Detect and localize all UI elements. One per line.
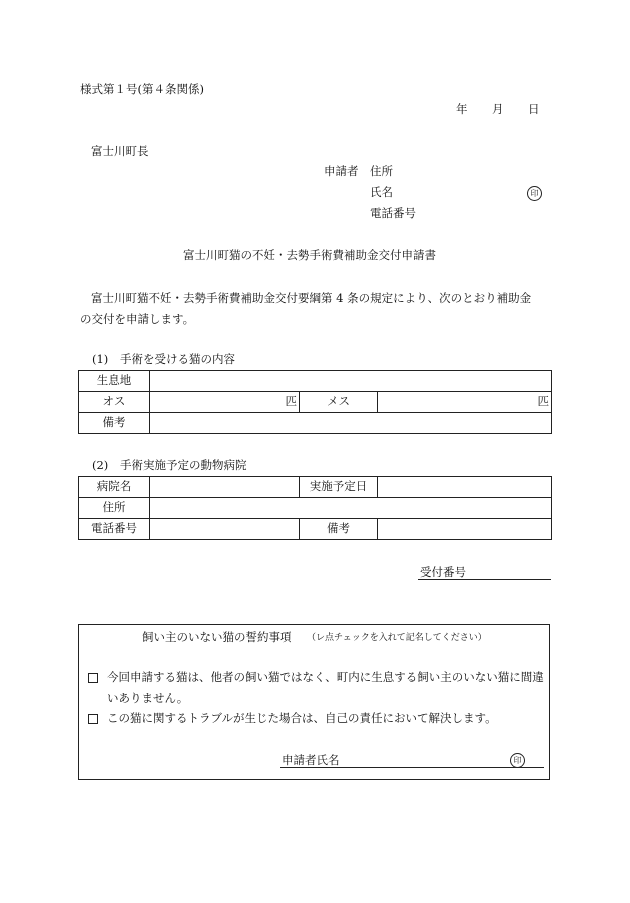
scheduled-date-label: 実施予定日 bbox=[300, 477, 378, 498]
form-number: 様式第１号(第４条関係) bbox=[80, 82, 204, 96]
pledge-title: 飼い主のいない猫の誓約事項 bbox=[142, 630, 292, 644]
table-row bbox=[79, 477, 552, 498]
hospital-table bbox=[78, 476, 552, 540]
remarks-label: 備考 bbox=[79, 413, 150, 434]
applicant-name-label: 氏名 bbox=[370, 185, 393, 199]
table-row bbox=[79, 519, 552, 540]
date-day: 日 bbox=[528, 102, 540, 116]
receipt-number-field[interactable] bbox=[418, 579, 551, 580]
male-label: オス bbox=[79, 392, 150, 413]
pledge-item1-line1: 今回申請する猫は、他者の飼い猫ではなく、町内に生息する飼い主のいない猫に間違 bbox=[107, 670, 544, 684]
table-row bbox=[79, 498, 552, 519]
pledge-signature-label: 申請者氏名 bbox=[282, 753, 340, 767]
applicant-seal: 印 bbox=[527, 186, 542, 201]
applicant-phone-label: 電話番号 bbox=[370, 206, 416, 220]
applicant-address-label: 住所 bbox=[370, 164, 393, 178]
scheduled-date-field[interactable] bbox=[378, 477, 552, 498]
habitat-field[interactable] bbox=[150, 371, 552, 392]
table-row bbox=[79, 371, 552, 392]
female-count-field[interactable] bbox=[378, 392, 552, 413]
addressee: 富士川町長 bbox=[91, 144, 149, 158]
body-text-line1: 富士川町猫不妊・去勢手術費補助金交付要綱第 4 条の規定により、次のとおり補助金 bbox=[91, 291, 532, 305]
male-unit: 匹 bbox=[285, 394, 297, 409]
pledge-signature-field[interactable] bbox=[280, 767, 544, 768]
hospital-phone-field[interactable] bbox=[150, 519, 300, 540]
date-year: 年 bbox=[456, 102, 468, 116]
applicant-label: 申請者 bbox=[324, 164, 359, 178]
document-title: 富士川町猫の不妊・去勢手術費補助金交付申請書 bbox=[183, 248, 436, 262]
section2-number: (2) bbox=[92, 458, 109, 472]
hospital-address-label: 住所 bbox=[79, 498, 150, 519]
receipt-number-label: 受付番号 bbox=[420, 565, 466, 579]
remarks-field[interactable] bbox=[150, 413, 552, 434]
female-label: メス bbox=[300, 392, 378, 413]
pledge-item2: この猫に関するトラブルが生じた場合は、自己の責任において解決します。 bbox=[107, 711, 497, 725]
section1-number: (1) bbox=[92, 352, 109, 366]
body-text-line2: の交付を申請します。 bbox=[80, 312, 195, 326]
pledge-checkbox-2[interactable] bbox=[88, 714, 98, 724]
table-row bbox=[79, 413, 552, 434]
pledge-seal: 印 bbox=[510, 753, 525, 768]
pledge-checkbox-1[interactable] bbox=[88, 673, 98, 683]
habitat-label: 生息地 bbox=[79, 371, 150, 392]
table-row bbox=[79, 392, 552, 413]
hospital-name-field[interactable] bbox=[150, 477, 300, 498]
section2-heading: 手術実施予定の動物病院 bbox=[120, 458, 247, 472]
cat-details-table bbox=[78, 370, 552, 434]
hospital-remarks-label: 備考 bbox=[300, 519, 378, 540]
date-month: 月 bbox=[492, 102, 504, 116]
pledge-note: （レ点チェックを入れて記名してください） bbox=[307, 633, 487, 643]
hospital-phone-label: 電話番号 bbox=[79, 519, 150, 540]
hospital-address-field[interactable] bbox=[150, 498, 552, 519]
female-unit: 匹 bbox=[537, 394, 550, 409]
hospital-remarks-field[interactable] bbox=[378, 519, 552, 540]
hospital-name-label: 病院名 bbox=[79, 477, 150, 498]
male-count-field[interactable] bbox=[150, 392, 300, 413]
section1-heading: 手術を受ける猫の内容 bbox=[120, 352, 235, 366]
pledge-item1-line2: いありません。 bbox=[107, 691, 189, 705]
